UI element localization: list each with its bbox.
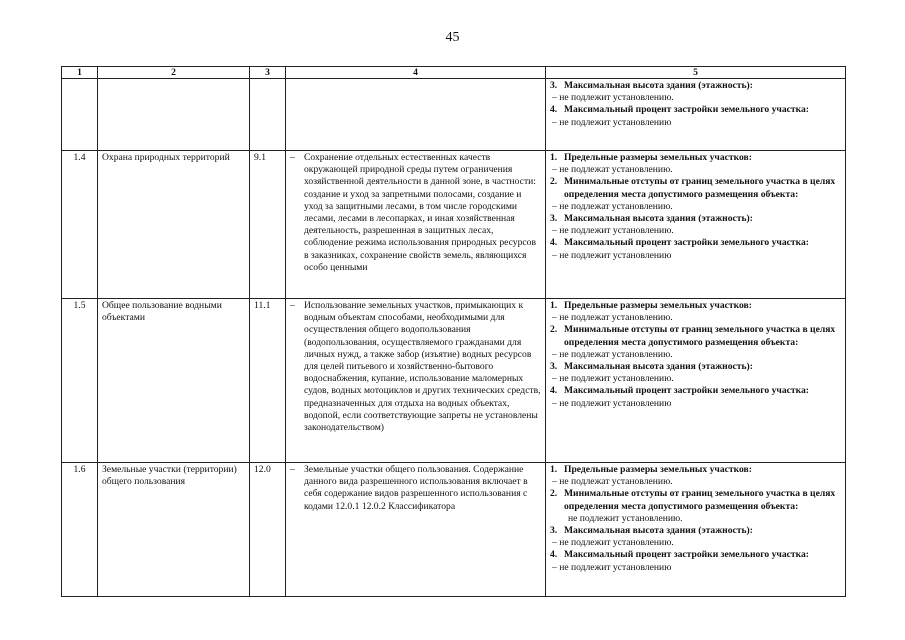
param-item	[550, 488, 841, 512]
param-title: Максимальный процент застройки земельного участка:	[564, 385, 809, 397]
params-cell	[546, 79, 846, 151]
param-value: – не подлежит установлению.	[552, 225, 674, 237]
param-item	[550, 213, 841, 225]
param-value: – не подлежит установлению.	[552, 537, 674, 549]
table-row	[62, 463, 846, 597]
param-item	[550, 385, 841, 397]
param-value: – не подлежат установлению.	[552, 200, 673, 212]
param-item	[550, 152, 841, 164]
param-title: Максимальный процент застройки земельного участка:	[564, 549, 809, 561]
params-cell	[546, 463, 846, 597]
row-name: Охрана природных территорий	[98, 151, 250, 299]
header-col-2: 2	[98, 67, 250, 79]
row-name: Общее пользование водными объектами	[98, 299, 250, 463]
param-value: – не подлежит установлению	[552, 561, 672, 573]
row-description	[286, 299, 546, 463]
param-item	[550, 361, 841, 373]
params-cell	[546, 151, 846, 299]
cell-empty	[98, 79, 250, 151]
param-value: – не подлежат установлению.	[552, 164, 673, 176]
table-row-continuation	[62, 79, 846, 151]
cell-empty	[250, 79, 286, 151]
param-number: 1.	[550, 152, 558, 163]
param-value: – не подлежит установлению	[552, 116, 672, 128]
param-title: Предельные размеры земельных участков:	[564, 300, 752, 311]
param-number: 3.	[550, 525, 558, 537]
header-col-5: 5	[546, 67, 846, 79]
header-col-3: 3	[250, 67, 286, 79]
row-number: 1.5	[62, 299, 98, 463]
param-item	[550, 525, 841, 537]
param-number: 1.	[550, 300, 558, 311]
page-number: 45	[445, 30, 460, 45]
cell-empty	[286, 79, 546, 151]
param-title: Максимальная высота здания (этажность):	[564, 525, 753, 537]
row-number: 1.4	[62, 151, 98, 299]
param-value: – не подлежит установлению	[552, 397, 672, 409]
param-value: – не подлежит установлению.	[552, 92, 674, 104]
row-code: 12.0	[250, 463, 286, 597]
row-description	[286, 151, 546, 299]
row-code: 9.1	[250, 151, 286, 299]
row-description	[286, 463, 546, 597]
param-title: Максимальная высота здания (этажность):	[564, 80, 753, 91]
param-number: 3.	[550, 80, 558, 91]
row-number: 1.6	[62, 463, 98, 597]
param-item	[550, 80, 841, 92]
param-item	[550, 324, 841, 348]
param-item	[550, 464, 841, 476]
param-number: 3.	[550, 213, 558, 225]
param-title: Минимальные отступы от границ земельного участка в целях определения места допустимого размещения объекта:	[564, 488, 836, 512]
param-number: 2.	[550, 488, 558, 500]
param-title: Минимальные отступы от границ земельного участка в целях определения места допустимого размещения объекта:	[564, 324, 836, 348]
param-value: – не подлежит установлению.	[552, 373, 674, 385]
header-col-4: 4	[286, 67, 546, 79]
regulations-table	[61, 66, 846, 597]
row-name: Земельные участки (территории) общего пользования	[98, 463, 250, 597]
param-title: Максимальный процент застройки земельного участка:	[564, 237, 809, 249]
param-item	[550, 176, 841, 200]
param-title: Максимальная высота здания (этажность):	[564, 361, 753, 373]
param-value: – не подлежат установлению.	[552, 348, 673, 360]
param-number: 2.	[550, 176, 558, 188]
param-title: Предельные размеры земельных участков:	[564, 464, 752, 475]
param-number: 4.	[550, 104, 558, 116]
row-code: 11.1	[250, 299, 286, 463]
param-number: 4.	[550, 549, 558, 561]
description-text: Земельные участки общего пользования. Содержание данного вида разрешенного использования включает в себя содержание видов разрешенного использования с кодами 12.0.1 12.0.2 Классификатора	[304, 464, 528, 512]
param-item	[550, 549, 841, 561]
param-title: Максимальный процент застройки земельного участка:	[564, 104, 809, 116]
param-number: 1.	[550, 464, 558, 475]
dash-mark: –	[290, 152, 295, 163]
table-row	[62, 299, 846, 463]
description-text: Сохранение отдельных естественных качеств окружающей природной среды путем ограничения хозяйственной деятельности в данной зоне, в частности: создание и уход за запретными полосами, создание и уход за защитными лесами, в том числе городскими лесами, лесами в лесопарках, и иная хозяйственная деятельность, разрешенная в защитных лесах, соблюдение режима использования природных ресурсов в заказниках, сохранение свойств земель, являющихся особо ценными	[304, 152, 536, 273]
param-value: – не подлежат установлению.	[552, 312, 673, 324]
param-value: – не подлежат установлению.	[552, 476, 673, 488]
param-title: Предельные размеры земельных участков:	[564, 152, 752, 163]
param-number: 3.	[550, 361, 558, 373]
param-title: Максимальная высота здания (этажность):	[564, 213, 753, 225]
table-header-row	[62, 67, 846, 79]
param-number: 4.	[550, 237, 558, 249]
param-number: 4.	[550, 385, 558, 397]
header-col-1: 1	[62, 67, 98, 79]
param-title: Минимальные отступы от границ земельного участка в целях определения места допустимого размещения объекта:	[564, 176, 836, 200]
table-row	[62, 151, 846, 299]
params-cell	[546, 299, 846, 463]
dash-mark: –	[290, 300, 295, 311]
param-item	[550, 104, 841, 116]
param-number: 2.	[550, 324, 558, 336]
param-value: не подлежит установлению.	[568, 512, 683, 524]
cell-empty	[62, 79, 98, 151]
param-item	[550, 300, 841, 312]
description-text: Использование земельных участков, примыкающих к водным объектам способами, необходимыми для осуществления общего водопользования (водопользования, осуществляемого гражданами для личных нужд, а также забор (изъятие) водных ресурсов для целей питьевого и хозяйственно-бытового водоснабжения, купание, использование маломерных судов, водных мотоциклов и других технических средств, предназначенных для отдыха на водных объектах, водопой, если соответствующие запреты не установлены законодательством)	[304, 300, 541, 434]
param-item	[550, 237, 841, 249]
dash-mark: –	[290, 464, 295, 475]
param-value: – не подлежит установлению	[552, 249, 672, 261]
